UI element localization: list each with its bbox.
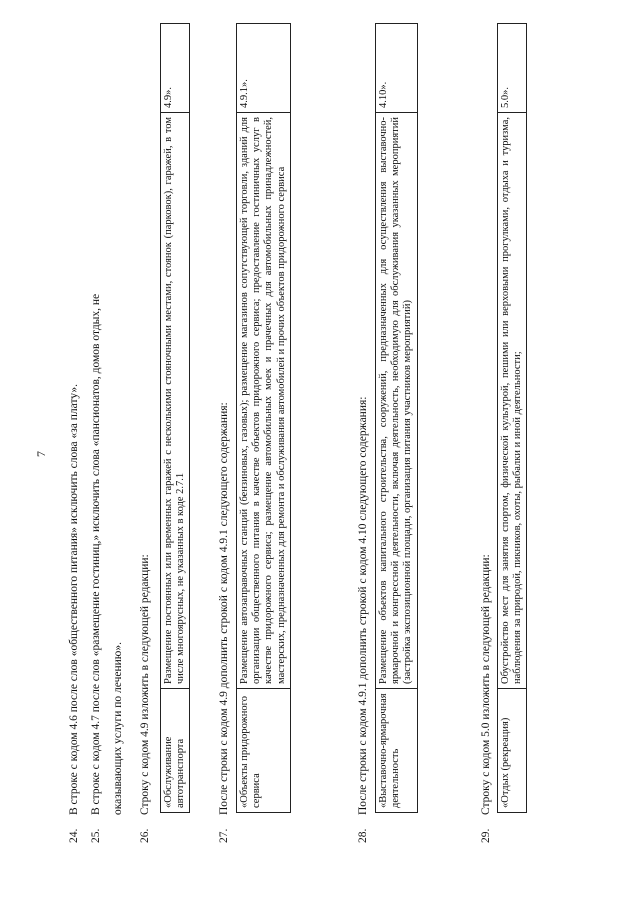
page-number: 7: [34, 451, 48, 457]
item-text: После строки с кодом 4.9.1 дополнить строкой с кодом 4.10 следующего содержания:: [357, 396, 369, 815]
item-text: После строки с кодом 4.9 дополнить строкой с кодом 4.9.1 следующего содержания:: [218, 402, 230, 815]
row-code: 4.9».: [161, 24, 190, 113]
item-26: [137, 53, 153, 843]
item-text: Строку с кодом 4.9 изложить в следующей редакции:: [139, 554, 151, 815]
item-29: [478, 53, 494, 843]
item-number: 28.: [357, 828, 369, 843]
table-row-5-0: [497, 23, 527, 813]
row-description: Размещение постоянных или временных гаражей с несколькими стояночными местами, стоянок (парковок), гаражей, в том числе многоярусных, не указанных в коде 2.7.1: [161, 113, 190, 689]
item-number: 29.: [480, 828, 492, 843]
row-code: 4.9.1».: [237, 24, 291, 113]
item-text: В строке с кодом 4.7 после слов «размещение гостиниц,» исключить слова «пансионатов, домов отдых, не: [90, 293, 102, 815]
row-code: 5.0».: [498, 24, 527, 113]
row-name: «Отдых (рекреация): [498, 689, 527, 813]
item-number: 26.: [139, 828, 151, 843]
table-row-4-9: [160, 23, 190, 813]
item-25-continuation: оказывающих услуги по лечению».: [112, 642, 124, 815]
item-text: В строке с кодом 4.6 после слов «общественного питания» исключить слова «за плату».: [68, 384, 80, 815]
table-row-4-9-1: [236, 23, 291, 813]
table-row-4-10: [375, 23, 418, 813]
item-text: Строку с кодом 5.0 изложить в следующей редакции:: [480, 554, 492, 815]
item-24: [66, 53, 82, 843]
item-25: [88, 53, 104, 843]
row-name: «Выставочно-ярмарочная деятельность: [376, 689, 418, 813]
row-description: Размещение автозаправочных станций (бензиновых, газовых); размещение магазинов сопутствующей торговли, зданий для организации общественного питания в качестве объектов придорожного сервиса; предоставление гостиничных услуг в качестве придорожного сервиса; размещение автомобильных моек и прачечных для автомобильных принадлежностей, мастерских, предназначенных для ремонта и обслуживания автомобилей и прочих объектов придорожного сервиса: [237, 113, 291, 689]
item-number: 25.: [90, 828, 102, 843]
item-28: [355, 53, 371, 843]
row-name: «Объекты придорожного сервиса: [237, 689, 291, 813]
row-code: 4.10».: [376, 24, 418, 113]
row-name: «Обслуживание автотранспорта: [161, 689, 190, 813]
item-27: [216, 53, 232, 843]
item-number: 27.: [218, 828, 230, 843]
item-number: 24.: [68, 828, 80, 843]
row-description: Обустройство мест для занятия спортом, физической культурой, пешими или верховыми прогулками, отдыха и туризма, наблюдения за природой, пикников, охоты, рыбалки и иной деятельности;: [498, 113, 527, 689]
row-description: Размещение объектов капитального строительства, сооружений, предназначенных для осуществления выставочно-ярмарочной и конгрессной деятельности, включая деятельность, необходимую для обслуживания указанных мероприятий (застройка экспозиционной площади, организация питания участников мероприятий): [376, 113, 418, 689]
